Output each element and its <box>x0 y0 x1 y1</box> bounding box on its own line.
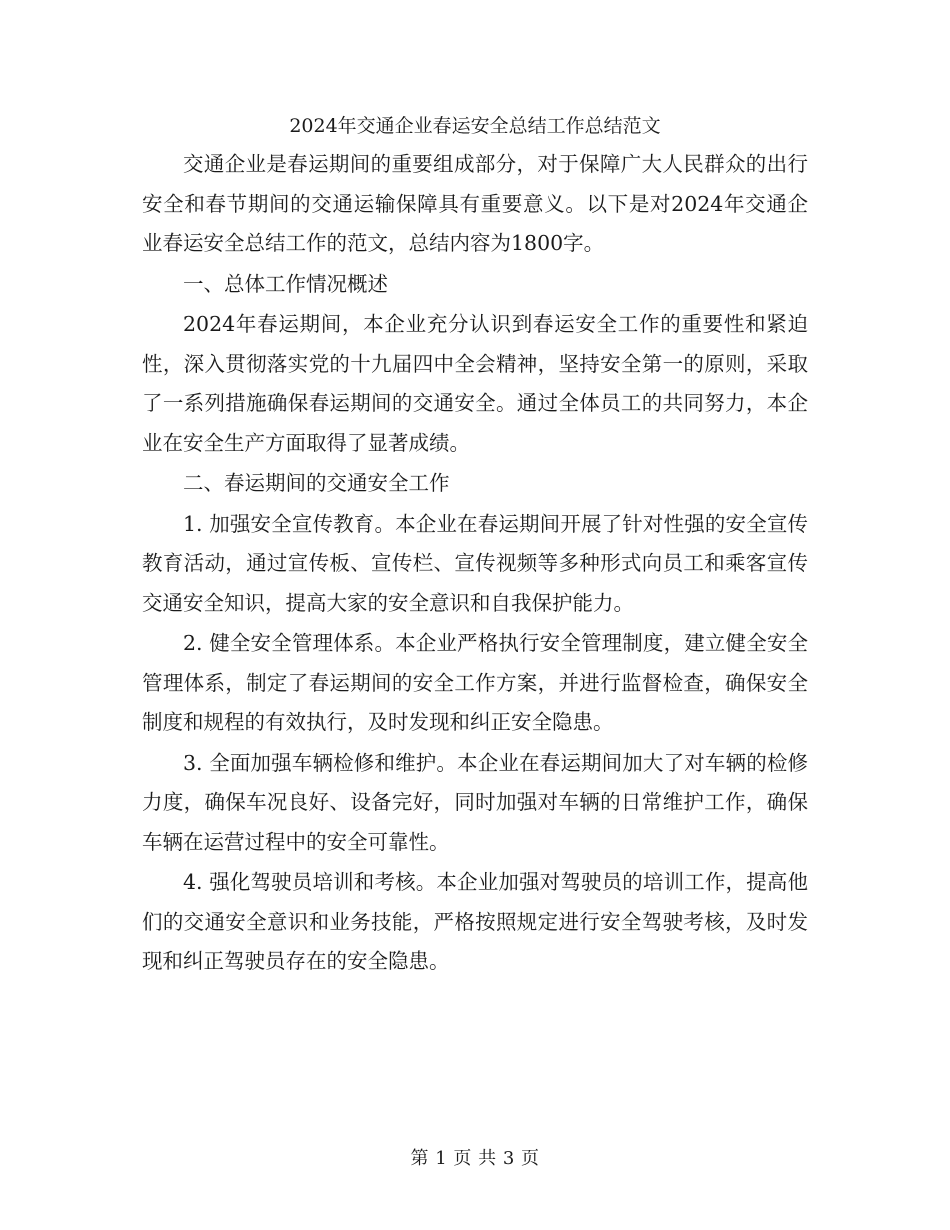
list-item-safety-education: 1. 加强安全宣传教育。本企业在春运期间开展了针对性强的安全宣传教育活动，通过宣传板、宣传栏、宣传视频等多种形式向员工和乘客宣传交通安全知识，提高大家的安全意识和自我保护能力。 <box>142 511 808 615</box>
list-item-vehicle-maintenance: 3. 全面加强车辆检修和维护。本企业在春运期间加大了对车辆的检修力度，确保车况良好、设备完好，同时加强对车辆的日常维护工作，确保车辆在运营过程中的安全可靠性。 <box>142 750 808 854</box>
document-body <box>142 145 808 983</box>
list-item-safety-management: 2. 健全安全管理体系。本企业严格执行安全管理制度，建立健全安全管理体系，制定了春运期间的安全工作方案，并进行监督检查，确保安全制度和规程的有效执行，及时发现和纠正安全隐患。 <box>142 631 808 734</box>
section-heading-overview: 一、总体工作情况概述 <box>183 271 388 296</box>
paragraph-intro: 交通企业是春运期间的重要组成部分，对于保障广大人民群众的出行安全和春节期间的交通运输保障具有重要意义。以下是对2024年交通企业春运安全总结工作的范文，总结内容为1800字。 <box>142 152 808 255</box>
page-number: 第 1 页 共 3 页 <box>410 1148 540 1169</box>
paragraph-overview: 2024年春运期间，本企业充分认识到春运安全工作的重要性和紧迫性，深入贯彻落实党的十九届四中全会精神，坚持安全第一的原则，采取了一系列措施确保春运期间的交通安全。通过全体员工的共同努力，本企业在安全生产方面取得了显著成绩。 <box>142 312 808 455</box>
list-item-driver-training: 4. 强化驾驶员培训和考核。本企业加强对驾驶员的培训工作，提高他们的交通安全意识和业务技能，严格按照规定进行安全驾驶考核，及时发现和纠正驾驶员存在的安全隐患。 <box>142 870 808 973</box>
section-heading-safety-work: 二、春运期间的交通安全工作 <box>183 471 450 495</box>
document-title: 2024年交通企业春运安全总结工作总结范文 <box>289 115 661 137</box>
